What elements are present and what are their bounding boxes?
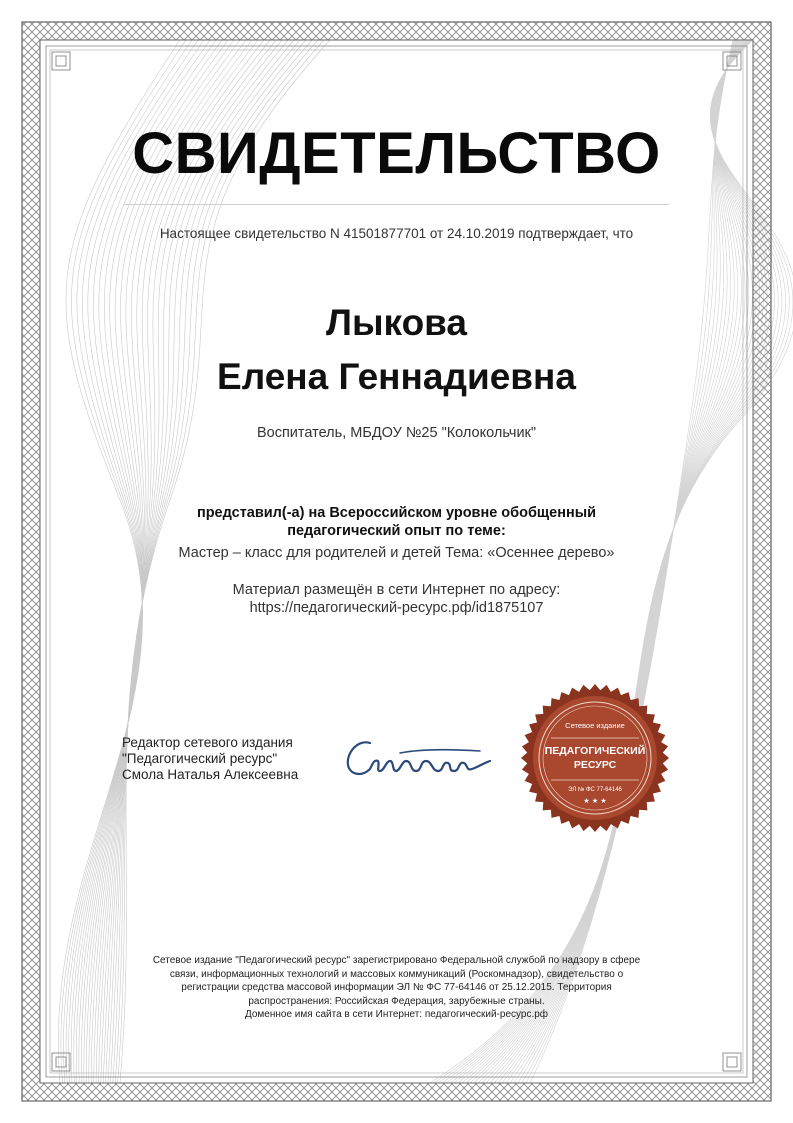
recipient-surname: Лыкова: [325, 302, 468, 343]
editor-line-2: "Педагогический ресурс": [122, 751, 278, 766]
material-location: [0, 581, 793, 617]
footer-line-5: Доменное имя сайта в сети Интернет: педагогический-ресурс.рф: [244, 1009, 549, 1020]
presented-line-1: представил(-а) на Всероссийском уровне обобщенный: [196, 505, 597, 521]
footer-line-4: распространения: Российская Федерация, зарубежные страны.: [248, 995, 545, 1007]
publisher-seal: [519, 682, 671, 834]
seal-registration: ЭЛ № ФС 77-64146: [568, 787, 622, 793]
seal-stars: ★ ★ ★: [583, 797, 607, 805]
material-label: Материал размещён в сети Интернет по адресу:: [232, 582, 561, 598]
recipient-position: Воспитатель, МБДОУ №25 "Колокольчик": [256, 425, 537, 441]
footer-line-1: Сетевое издание "Педагогический ресурс" зарегистрировано Федеральной службой по надзору в сфере: [152, 955, 641, 966]
recipient-given-names: Елена Геннадиевна: [217, 356, 576, 397]
recipient-name: [0, 296, 793, 404]
footer-line-2: связи, информационных технологий и массовых коммуникаций (Роскомнадзор), свидетельство о: [169, 968, 624, 980]
editor-block: [122, 735, 322, 783]
certificate-title: СВИДЕТЕЛЬСТВО: [132, 121, 661, 186]
work-topic: Мастер – класс для родителей и детей Тема: «Осеннее дерево»: [178, 545, 615, 561]
footer-line-3: регистрации средства массовой информации ЭЛ № ФС 77-64146 от 25.12.2015. Территория: [181, 982, 612, 993]
seal-name-line-1: ПЕДАГОГИЧЕСКИЙ: [544, 745, 646, 757]
editor-line-1: Редактор сетевого издания: [122, 735, 293, 750]
material-url[interactable]: https://педагогический-ресурс.рф/id1875107: [249, 600, 544, 616]
title-divider: [124, 204, 669, 205]
registration-footer: [110, 954, 683, 1022]
editor-signature: [340, 725, 495, 785]
seal-top-text: Сетевое издание: [565, 721, 625, 730]
certificate-intro: Настоящее свидетельство N 41501877701 от 24.10.2019 подтверждает, что: [159, 226, 634, 241]
presented-line-2: педагогический опыт по теме:: [287, 523, 506, 539]
editor-name: Смола Наталья Алексеевна: [122, 767, 299, 782]
presented-statement: [0, 504, 793, 540]
seal-name-line-2: РЕСУРС: [573, 759, 617, 771]
